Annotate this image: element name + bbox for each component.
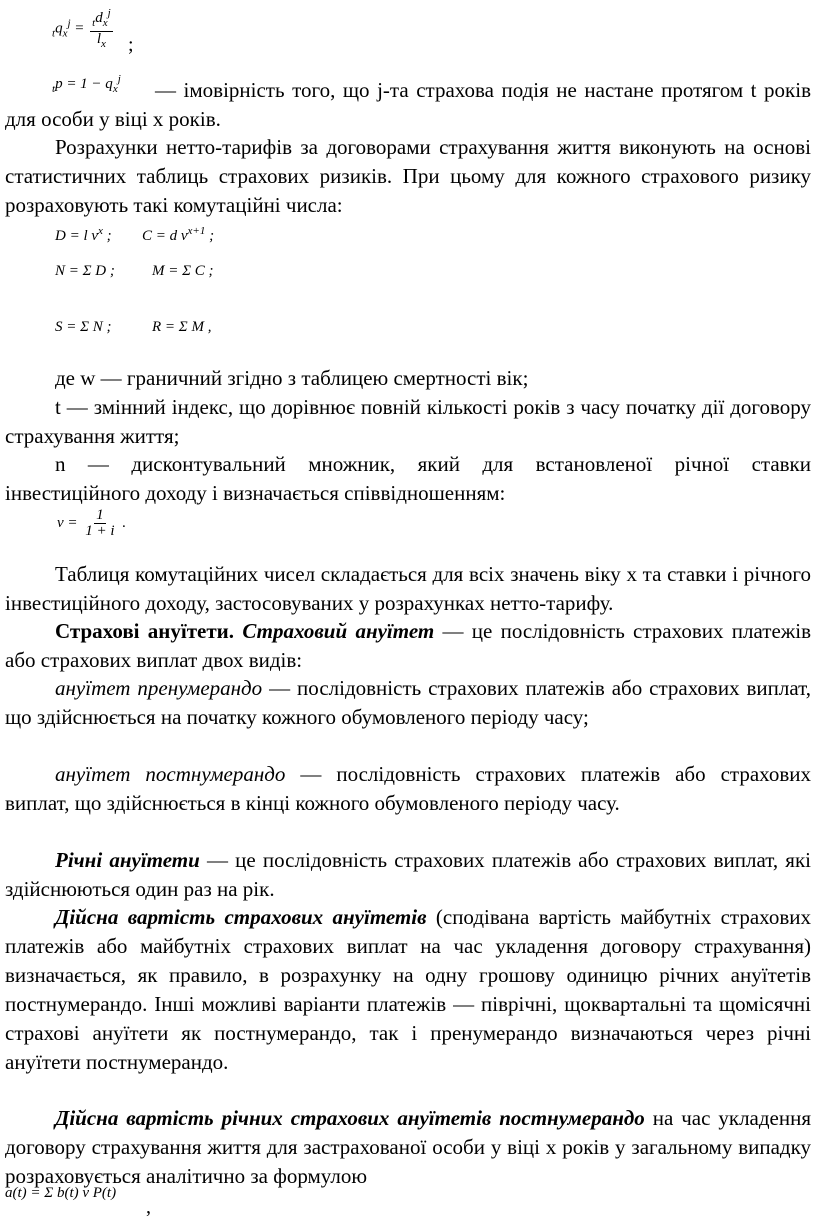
paragraph-t: t — змінний індекс, що дорівнює повній кількості років з часу початку дії договору страхування життя;	[5, 395, 811, 448]
paragraph-netto-tariffs: Розрахунки нетто-тарифів за договорами страхування життя виконують на основі статистичних таблиць страхових ризиків. При цьому для кожного страхового ризику розраховують такі комутаційні числа:	[5, 135, 811, 217]
paragraph-w: де w — граничний згідно з таблицею смертності вік;	[55, 366, 529, 390]
paragraph-annuities: Страхові ануїтети. Страховий ануїтет — це послідовність страхових платежів або страхових виплат двох видів:	[5, 619, 812, 672]
paragraph-postnumerando: ануїтет постнумерандо — послідовність страхових платежів або страхових виплат, що здійснюється в кінці кожного обумовленого періоду часу.	[5, 762, 812, 815]
formula-p: $_tp = 1 - q_x^j$	[52, 73, 121, 95]
formula-N: N = Σ D ;	[55, 263, 115, 279]
paragraph-prenumerando: ануїтет пренумерандо — послідовність страхових платежів або страхових виплат, що здійснюється на початку кожного обумовленого періоду часу;	[5, 676, 811, 729]
formula-a: a(t) = Σ b(t) v P(t)	[5, 1185, 117, 1201]
formula-a-comma: ,	[146, 1196, 151, 1218]
paragraph-probability: — імовірність того, що j-та страхова подія не настане протягом t років для особи у віці x років.	[5, 78, 811, 131]
formula-M: M = Σ C ;	[152, 263, 214, 279]
formula-q: $_tq_x^j$ = $\frac{_td_x^j}{l_x}$	[52, 7, 111, 50]
paragraph-annual-annuities: Річні ануїтети — це послідовність страхових платежів або страхових виплат, які здійснюються один раз на рік.	[5, 848, 811, 901]
paragraph-present-value: Дійсна вартість страхових ануїтетів (сподівана вартість майбутніх страхових платежів або майбутніх страхових виплат на час укладення договору страхування) визначається, як правило, в розрахунку на одну грошову одиницю річних ануїтетів постнумерандо. Інші можливі варіанти платежів — піврічні, щоквартальні та щомісячні страхові ануїтети як постнумерандо, так і пренумерандо визначаються через річні ануїтети постнумерандо.	[5, 905, 812, 1074]
formula-R: R = Σ M ,	[152, 319, 212, 335]
paragraph-table: Таблиця комутаційних чисел складається для всіх значень віку x та ставки i річного інвестиційного доходу, застосовуваних у розрахунках нетто-тарифу.	[5, 562, 811, 615]
formula-S: S = Σ N ;	[55, 319, 112, 335]
paragraph-n: n — дисконтувальний множник, який для встановленої річної ставки інвестиційного доходу i визначається співвідношенням:	[5, 452, 811, 505]
paragraph-present-value-annual: Дійсна вартість річних страхових ануїтетів постнумерандо на час укладення договору страхування життя для застрахованої особи у віці x років у загальному випадку розраховується аналітично за формулою	[5, 1106, 812, 1188]
formula-D: D = l $v^x$ ;	[55, 225, 112, 244]
formula-q-semicolon: ;	[128, 34, 134, 56]
formula-v: v = $\frac{1}{1 + i}$ .	[57, 507, 127, 539]
formula-C: C = d $v^{x+1}$ ;	[142, 225, 215, 244]
